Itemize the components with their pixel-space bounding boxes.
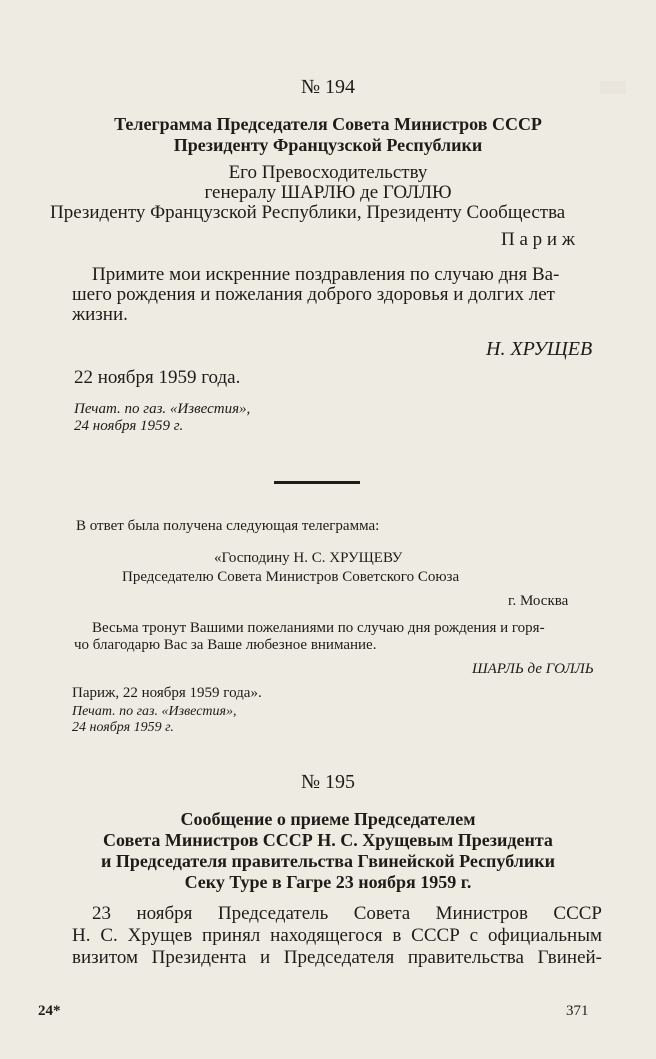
doc195-number: № 195 <box>300 771 356 793</box>
doc194-title-line2: Президенту Французской Республики <box>173 135 483 155</box>
doc195-body-line1: 23 ноября Председатель Совета Министров СССР <box>92 903 602 924</box>
doc194-city: П а р и ж <box>501 229 575 250</box>
doc194-body-line2: шего рождения и пожелания доброго здоровья и долгих лет <box>72 284 555 305</box>
reply-addressee-line1: «Господину Н. С. ХРУЩЕВУ <box>214 550 403 566</box>
reply-city: г. Москва <box>508 593 569 609</box>
reply-date: Париж, 22 ноября 1959 года». <box>72 685 262 701</box>
reply-signature: ШАРЛЬ де ГОЛЛЬ <box>472 661 594 677</box>
doc195-title-line3: и Председателя правительства Гвинейской Республики <box>101 851 555 871</box>
page-number: 371 <box>566 1003 589 1019</box>
doc194-addressee-line3: Президенту Французской Республики, Президенту Сообщества <box>50 202 566 223</box>
signature-mark: 24* <box>38 1003 61 1019</box>
doc194-source-line1: Печат. по газ. «Известия», <box>74 401 251 417</box>
bleed-through: ▒▒▒ <box>600 80 626 94</box>
doc194-date: 22 ноября 1959 года. <box>74 367 241 388</box>
reply-source-line1: Печат. по газ. «Известия», <box>72 704 237 719</box>
doc195-title-line4: Секу Туре в Гагре 23 ноября 1959 г. <box>184 872 472 892</box>
reply-intro: В ответ была получена следующая телеграмма: <box>76 518 380 534</box>
section-divider <box>274 481 360 484</box>
doc194-title-line1: Телеграмма Председателя Совета Министров СССР <box>114 114 542 134</box>
doc195-body-line3: визитом Президента и Председателя правительства Гвиней- <box>72 947 602 968</box>
doc194-body-line1: Примите мои искренние поздравления по случаю дня Ва- <box>92 264 560 285</box>
doc195-body-line2: Н. С. Хрущев принял находящегося в СССР с официальным <box>72 925 602 946</box>
doc194-source-line2: 24 ноября 1959 г. <box>74 418 184 434</box>
doc194-addressee-line2: генералу ШАРЛЮ де ГОЛЛЮ <box>204 182 452 203</box>
doc195-title-line1: Сообщение о приеме Председателем <box>180 809 476 829</box>
doc195-title-line2: Совета Министров СССР Н. С. Хрущевым Президента <box>103 830 553 850</box>
reply-addressee-line2: Председателю Совета Министров Советского Союза <box>122 569 460 585</box>
reply-body-line1: Весьма тронут Вашими пожеланиями по случаю дня рождения и горя- <box>92 620 545 636</box>
doc194-body-line3: жизни. <box>72 304 128 325</box>
doc194-signature: Н. ХРУЩЕВ <box>486 338 593 360</box>
doc194-addressee-line1: Его Превосходительству <box>228 162 428 183</box>
reply-source-line2: 24 ноября 1959 г. <box>72 720 174 735</box>
reply-body-line2: чо благодарю Вас за Ваше любезное внимание. <box>74 637 377 653</box>
doc194-number: № 194 <box>300 76 356 98</box>
